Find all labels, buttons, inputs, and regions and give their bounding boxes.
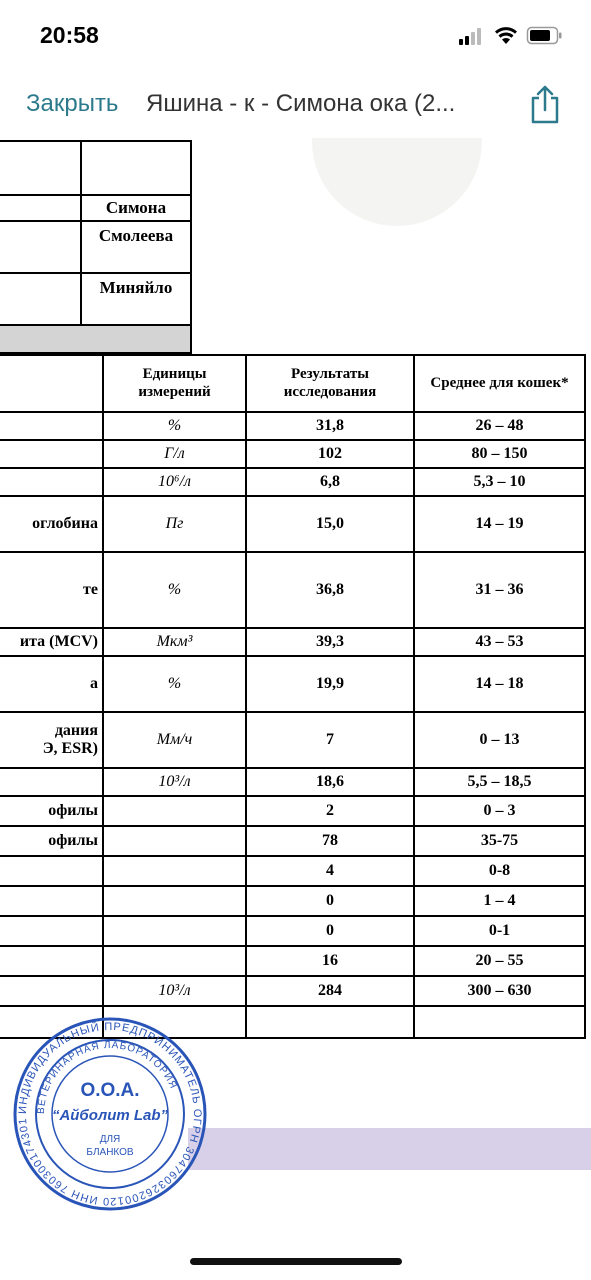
parameter-cell: оглобина	[0, 496, 103, 552]
result-cell: 284	[246, 976, 414, 1006]
table-row	[0, 712, 585, 768]
table-row	[0, 656, 585, 712]
parameter-cell	[0, 976, 103, 1006]
parameter-cell	[0, 440, 103, 468]
parameter-cell: офилы	[0, 826, 103, 856]
table-row	[0, 886, 585, 916]
reference-cell: 1 – 4	[414, 886, 585, 916]
share-icon[interactable]	[527, 84, 563, 131]
header-unit: Единицы измерений	[103, 355, 246, 412]
result-cell: 31,8	[246, 412, 414, 440]
result-cell: 18,6	[246, 768, 414, 796]
unit-cell	[103, 826, 246, 856]
owner-cell: Симона	[81, 195, 191, 221]
header-ref: Среднее для кошек*	[414, 355, 585, 412]
reference-cell: 14 – 18	[414, 656, 585, 712]
reference-cell: 0 – 13	[414, 712, 585, 768]
table-row	[0, 946, 585, 976]
battery-icon	[528, 28, 562, 44]
home-indicator[interactable]	[190, 1258, 402, 1265]
reference-cell: 31 – 36	[414, 552, 585, 628]
unit-cell: 10⁶/л	[103, 468, 246, 496]
status-icons	[459, 26, 569, 51]
parameter-cell	[0, 946, 103, 976]
result-cell: 7	[246, 712, 414, 768]
result-cell: 102	[246, 440, 414, 468]
unit-cell	[103, 856, 246, 886]
result-cell: 19,9	[246, 656, 414, 712]
parameter-cell	[0, 768, 103, 796]
table-row	[0, 412, 585, 440]
results-table	[0, 354, 586, 1039]
result-cell: 6,8	[246, 468, 414, 496]
parameter-cell: дания Э, ESR)	[0, 712, 103, 768]
table-row	[0, 826, 585, 856]
result-cell: 0	[246, 886, 414, 916]
unit-cell: %	[103, 412, 246, 440]
parameter-cell	[0, 886, 103, 916]
reference-cell: 0 – 3	[414, 796, 585, 826]
signal-icon	[459, 28, 481, 45]
stamp-ring-text: ИНДИВИДУАЛЬНЫЙ ПРЕДПРИНИМАТЕЛЬ ОГРН 304760326200120 ИНН 760300174301	[16, 1020, 204, 1208]
reference-cell: 80 – 150	[414, 440, 585, 468]
reference-cell: 5,5 – 18,5	[414, 768, 585, 796]
parameter-cell	[0, 856, 103, 886]
unit-cell: 10³/л	[103, 976, 246, 1006]
reference-cell: 0-1	[414, 916, 585, 946]
table-header-row	[0, 355, 585, 412]
stamp-line3: ДЛЯ	[99, 1134, 121, 1145]
stamp-line2: “Айболит Lab”	[51, 1107, 169, 1124]
owner-cell: Смолеева	[81, 221, 191, 273]
unit-cell: Мм/ч	[103, 712, 246, 768]
result-cell: 36,8	[246, 552, 414, 628]
grey-band	[0, 325, 191, 353]
unit-cell: %	[103, 552, 246, 628]
wifi-icon	[495, 27, 517, 44]
table-row	[0, 628, 585, 656]
table-row	[0, 976, 585, 1006]
reference-cell: 300 – 630	[414, 976, 585, 1006]
unit-cell	[103, 946, 246, 976]
parameter-cell: те	[0, 552, 103, 628]
document-title: Яшина - к - Симона ока (2...	[146, 90, 456, 117]
parameter-cell	[0, 468, 103, 496]
reference-cell: 20 – 55	[414, 946, 585, 976]
stamp-line1: О.О.А.	[80, 1080, 140, 1101]
status-time: 20:58	[40, 22, 99, 48]
nav-bar	[0, 78, 591, 134]
result-cell	[246, 1006, 414, 1038]
unit-cell	[103, 916, 246, 946]
table-row	[0, 496, 585, 552]
stamp-line4: БЛАНКОВ	[86, 1147, 134, 1158]
result-cell: 2	[246, 796, 414, 826]
close-button[interactable]: Закрыть	[26, 90, 119, 117]
status-bar	[0, 0, 591, 70]
unit-cell: Г/л	[103, 440, 246, 468]
result-cell: 15,0	[246, 496, 414, 552]
table-row	[0, 916, 585, 946]
parameter-cell: а	[0, 656, 103, 712]
result-cell: 39,3	[246, 628, 414, 656]
table-row	[0, 440, 585, 468]
table-row	[0, 796, 585, 826]
reference-cell: 14 – 19	[414, 496, 585, 552]
reference-cell: 5,3 – 10	[414, 468, 585, 496]
unit-cell: Мкм³	[103, 628, 246, 656]
result-cell: 78	[246, 826, 414, 856]
unit-cell: 10³/л	[103, 768, 246, 796]
page-shadow	[312, 138, 482, 226]
result-cell: 16	[246, 946, 414, 976]
parameter-cell: офилы	[0, 796, 103, 826]
owner-cell	[81, 141, 191, 195]
table-row	[0, 856, 585, 886]
reference-cell: 35-75	[414, 826, 585, 856]
owner-table	[0, 140, 192, 354]
unit-cell: Пг	[103, 496, 246, 552]
parameter-cell: ита (MCV)	[0, 628, 103, 656]
unit-cell	[103, 796, 246, 826]
owner-cell: Миняйло	[81, 273, 191, 325]
stamp	[10, 1016, 210, 1217]
reference-cell: 43 – 53	[414, 628, 585, 656]
unit-cell: %	[103, 656, 246, 712]
table-row	[0, 552, 585, 628]
reference-cell	[414, 1006, 585, 1038]
table-row	[0, 768, 585, 796]
header-result: Результаты исследования	[246, 355, 414, 412]
result-cell: 0	[246, 916, 414, 946]
unit-cell	[103, 886, 246, 916]
parameter-cell	[0, 412, 103, 440]
reference-cell: 0-8	[414, 856, 585, 886]
stamp-inner-ring-text: ВЕТЕРИНАРНАЯ ЛАБОРАТОРИЯ	[35, 1039, 179, 1115]
result-cell: 4	[246, 856, 414, 886]
table-row	[0, 468, 585, 496]
parameter-cell	[0, 916, 103, 946]
reference-cell: 26 – 48	[414, 412, 585, 440]
highlight-box	[188, 1128, 591, 1170]
